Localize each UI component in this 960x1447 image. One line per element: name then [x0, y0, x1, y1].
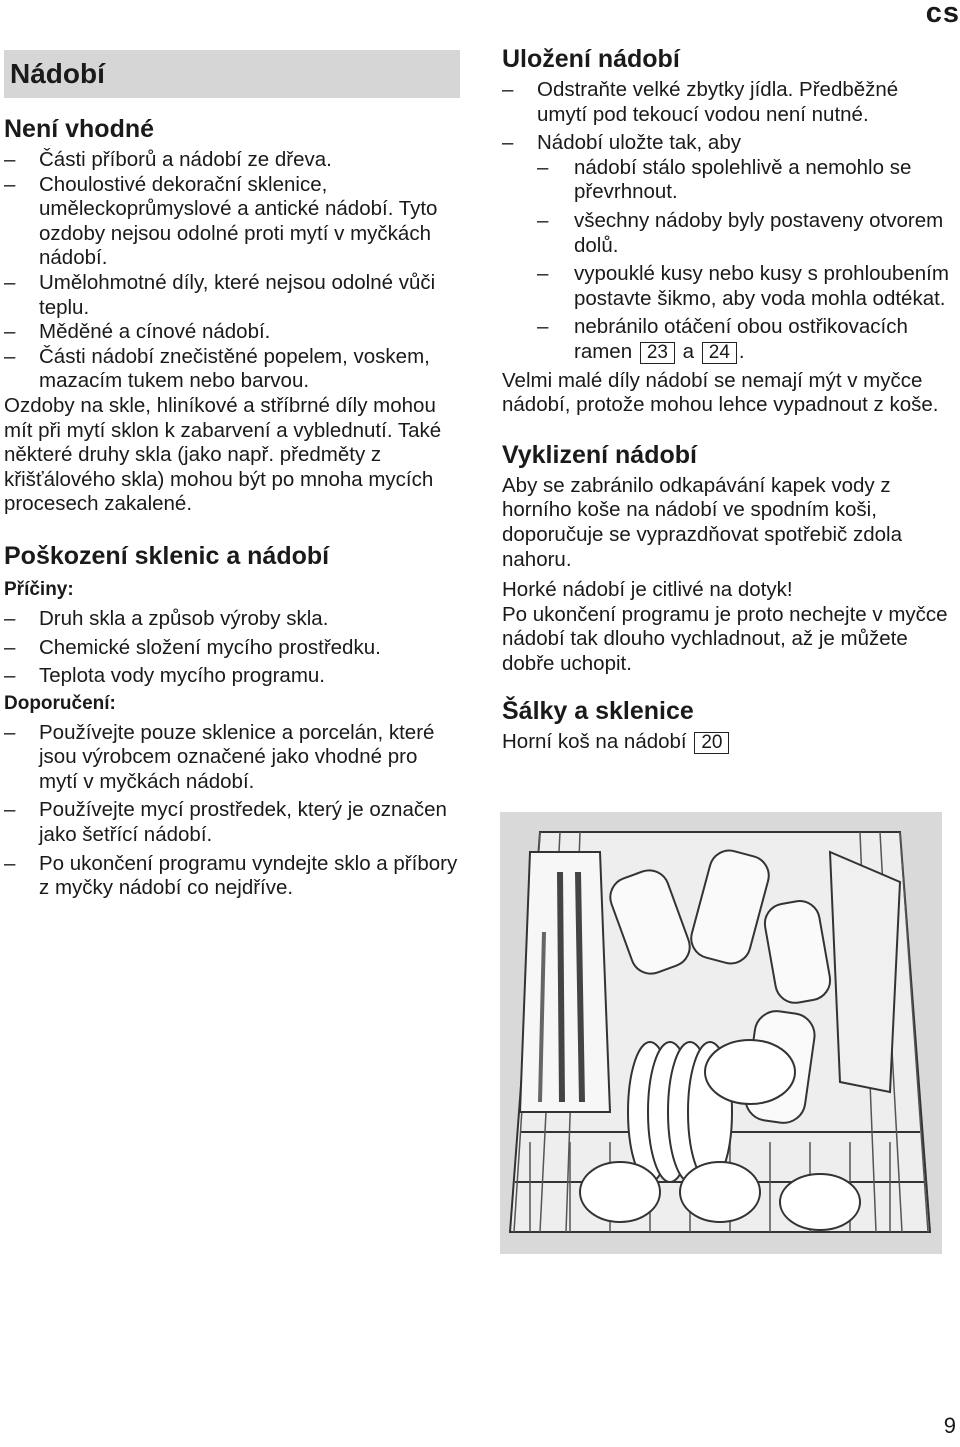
- list-item: – Chemické složení mycího prostředku.: [4, 636, 460, 661]
- cups-caption-text: Horní koš na nádobí: [502, 730, 687, 754]
- and-text: a: [682, 339, 695, 363]
- upper-basket-illustration: [500, 812, 942, 1254]
- ref-box-20: 20: [694, 732, 729, 754]
- list-item: – Měděné a cínové nádobí.: [4, 320, 460, 345]
- recommend-label: Doporučení:: [4, 692, 116, 714]
- unloading-p1: Aby se zabránilo odkapávání kapek vody z horního koše na nádobí ve spodním koši, doporučuje se vyprazdňovat spotřebič zdola nahoru.: [502, 473, 902, 571]
- ref-box-24: 24: [702, 342, 737, 364]
- unloading-p2: Horké nádobí je citlivé na dotyk!: [502, 578, 793, 602]
- loading-heading: Uložení nádobí: [502, 45, 680, 73]
- ref-box-23: 23: [640, 342, 675, 364]
- list-item: – Části příborů a nádobí ze dřeva.: [4, 148, 460, 173]
- damage-heading: Poškození sklenic a nádobí: [4, 541, 330, 570]
- loading-note: Velmi malé díly nádobí se nemají mýt v myčce nádobí, protože mohou lehce vypadnout z koše.: [502, 368, 939, 417]
- cups-heading: Šálky a sklenice: [502, 697, 694, 726]
- list-item: – Choulostivé dekorační sklenice, uměleckoprůmyslové a antické nádobí. Tyto ozdoby nejsou odolné proti mytí v myčkách nádobí.: [4, 173, 460, 271]
- unloading-heading: Vyklizení nádobí: [502, 440, 697, 469]
- list-item: [537, 315, 954, 364]
- cups-caption: [502, 730, 954, 755]
- list-item: – Používejte pouze sklenice a porcelán, které jsou výrobcem označené jako vhodné pro mytí v myčkách nádobí.: [4, 721, 460, 795]
- sub-last-text: nebránilo otáčení obou ostřikovacích ramen: [574, 315, 908, 363]
- list-item: – Používejte mycí prostředek, který je označen jako šetřící nádobí.: [4, 798, 460, 847]
- causes-label: Příčiny:: [4, 578, 74, 600]
- left-column: [4, 50, 460, 901]
- unloading-p3: Po ukončení programu je proto nechejte v myčce nádobí tak dlouho vychladnout, až je můžete dobře uchopit.: [502, 602, 948, 675]
- cutlery-tray-icon: [520, 852, 610, 1112]
- section-banner: Nádobí: [4, 50, 460, 98]
- language-code: cs: [925, 0, 960, 29]
- list-item: – Odstraňte velké zbytky jídla. Předběžné umytí pod tekoucí vodou není nutné.: [502, 78, 954, 127]
- loading-sublist: [502, 156, 954, 365]
- list-item: – Teplota vody mycího programu.: [4, 664, 460, 689]
- list-item: – Nádobí uložte tak, aby: [502, 131, 954, 156]
- list-item: – nádobí stálo spolehlivě a nemohlo se převrhnout.: [537, 156, 954, 205]
- list-item: – Druh skla a způsob výroby skla.: [4, 607, 460, 632]
- causes-list: [4, 607, 460, 689]
- list-item: – Umělohmotné díly, které nejsou odolné vůči teplu.: [4, 271, 460, 320]
- page-number: 9: [943, 1413, 956, 1438]
- unsuitable-heading: Není vhodné: [4, 115, 155, 143]
- unsuitable-list: [4, 148, 460, 394]
- list-item: – Po ukončení programu vyndejte sklo a příbory z myčky nádobí co nejdříve.: [4, 852, 460, 901]
- unsuitable-note: Ozdoby na skle, hliníkové a stříbrné díly mohou mít při mytí sklon k zabarvení a vyblednutí. Také některé druhy skla (jako např. předměty z křišťálového skla) mohou být po mnoha mycích procesech zakalené.: [4, 393, 442, 516]
- list-item: – vypouklé kusy nebo kusy s prohloubením postavte šikmo, aby voda mohla odtékat.: [537, 262, 954, 311]
- rack-icon: [830, 852, 900, 1092]
- list-item: – Části nádobí znečistěné popelem, voskem, mazacím tukem nebo barvou.: [4, 345, 460, 394]
- right-column: [502, 44, 954, 755]
- loading-list: [502, 78, 954, 156]
- recommend-list: [4, 721, 460, 901]
- period: .: [738, 339, 745, 363]
- list-item: – všechny nádoby byly postaveny otvorem dolů.: [537, 209, 954, 258]
